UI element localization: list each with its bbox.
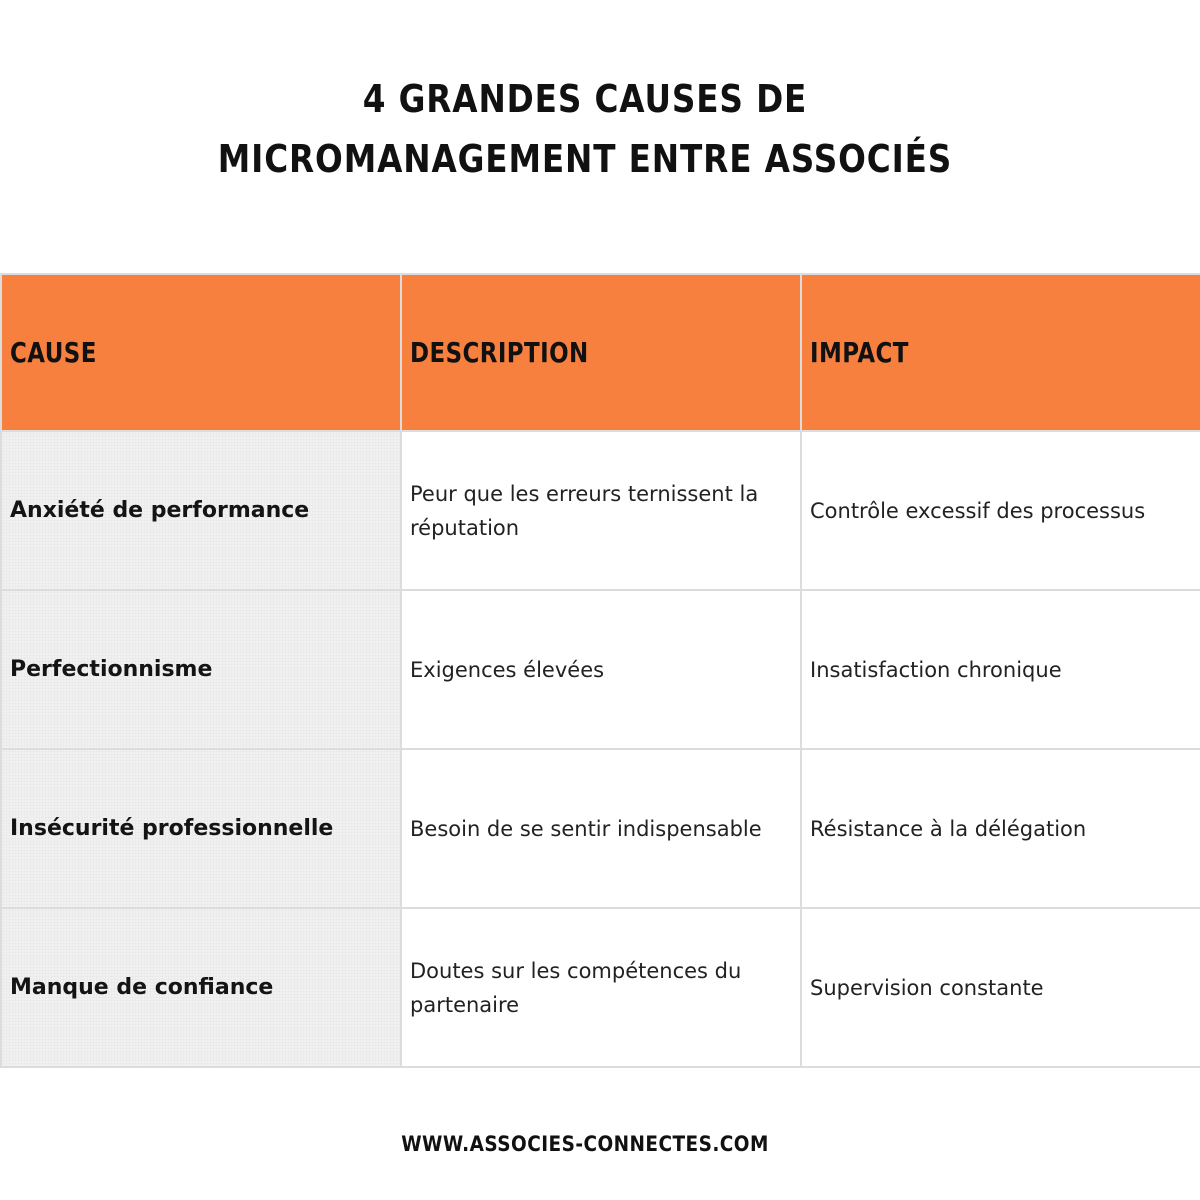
- footer-website-url: WWW.ASSOCIES-CONNECTES.COM: [401, 1132, 769, 1156]
- cause-cell: Manque de confiance: [1, 908, 401, 1067]
- page-title-line-2: MICROMANAGEMENT ENTRE ASSOCIÉS: [217, 137, 953, 182]
- table-row: [1, 908, 1200, 1067]
- page-title: [82, 69, 1088, 189]
- table-header-row: [1, 274, 1200, 431]
- description-cell: Besoin de se sentir indispensable: [401, 749, 801, 908]
- impact-cell: Insatisfaction chronique: [801, 590, 1200, 749]
- description-cell: Doutes sur les compétences du partenaire: [401, 908, 801, 1067]
- column-header-impact: IMPACT: [801, 274, 1200, 431]
- column-header-cause: CAUSE: [1, 274, 401, 431]
- causes-table: [0, 273, 1200, 1068]
- page-title-line-1: 4 GRANDES CAUSES DE: [362, 77, 808, 122]
- impact-cell: Supervision constante: [801, 908, 1200, 1067]
- impact-cell: Résistance à la délégation: [801, 749, 1200, 908]
- table-row: [1, 431, 1200, 590]
- table-row: [1, 749, 1200, 908]
- impact-cell: Contrôle excessif des processus: [801, 431, 1200, 590]
- description-cell: Peur que les erreurs ternissent la réputation: [401, 431, 801, 590]
- table-row: [1, 590, 1200, 749]
- cause-cell: Perfectionnisme: [1, 590, 401, 749]
- column-header-description: DESCRIPTION: [401, 274, 801, 431]
- description-cell: Exigences élevées: [401, 590, 801, 749]
- cause-cell: Anxiété de performance: [1, 431, 401, 590]
- cause-cell: Insécurité professionnelle: [1, 749, 401, 908]
